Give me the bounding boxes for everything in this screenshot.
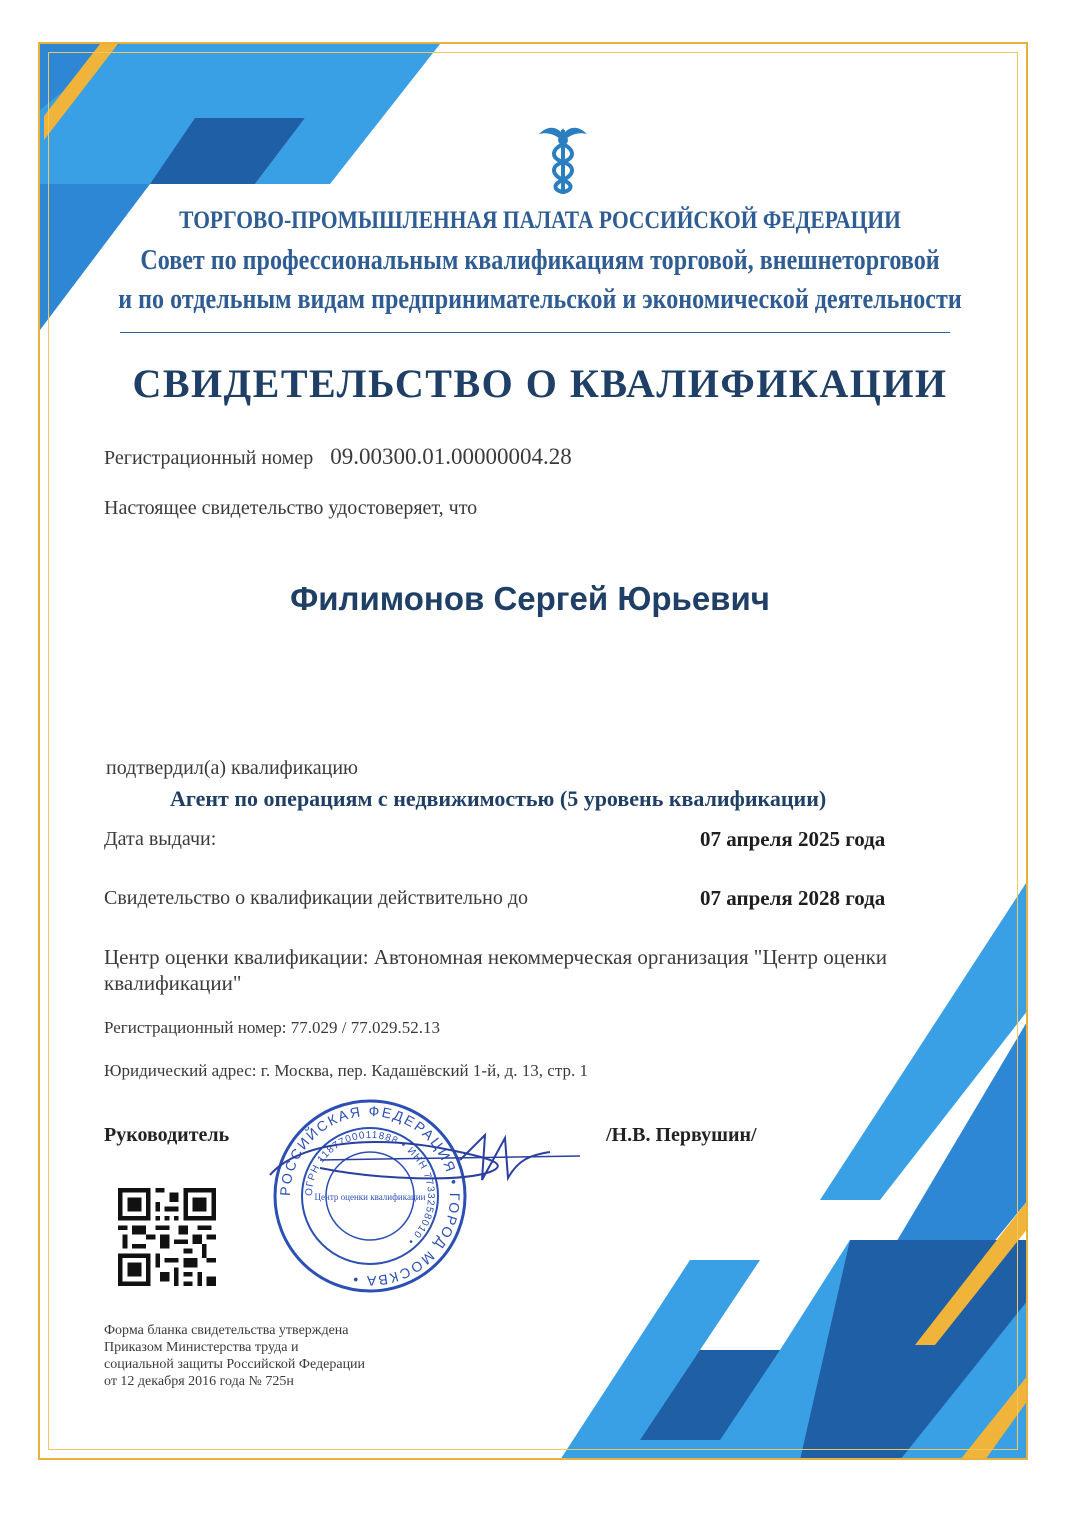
center-registration: Регистрационный номер: 77.029 / 77.029.52.13 (104, 1018, 441, 1037)
registration-label: Регистрационный номер (104, 447, 314, 469)
holder-name: Филимонов Сергей Юрьевич (290, 580, 770, 617)
seal-inner-text: ОГРН 1187700011888 • ИНН 7733258010 • (303, 1129, 437, 1247)
caduceus-emblem-icon (535, 120, 591, 196)
signature-role: Руководитель (104, 1124, 230, 1146)
header-divider (120, 332, 950, 333)
legal-address: Юридический адрес: г. Москва, пер. Кадашёвский 1-й, д. 13, стр. 1 (104, 1061, 588, 1080)
seal-center-text: Центр оценки квалификации (314, 1192, 426, 1202)
footnote-line: Форма бланка свидетельства утверждена (104, 1323, 349, 1338)
certificate-title: СВИДЕТЕЛЬСТВО О КВАЛИФИКАЦИИ (132, 361, 948, 406)
signer-name: /Н.В. Первушин/ (606, 1124, 757, 1146)
seal-outer-text: РОССИЙСКАЯ ФЕДЕРАЦИЯ • ГОРОД МОСКВА • (276, 1102, 464, 1290)
qr-code-icon (118, 1188, 216, 1286)
confirmed-text: подтвердил(а) квалификацию (106, 757, 358, 779)
footnote-line: от 12 декабря 2016 года № 725н (104, 1374, 294, 1389)
registration-number: 09.00300.01.00000004.28 (330, 444, 572, 469)
footnote-line: Приказом Министерства труда и (104, 1340, 299, 1355)
handwritten-signature (260, 1120, 580, 1200)
issue-date-label: Дата выдачи: (104, 828, 217, 850)
chamber-heading: ТОРГОВО-ПРОМЫШЛЕННАЯ ПАЛАТА РОССИЙСКОЙ ФЕДЕРАЦИИ (179, 207, 901, 234)
registration-row (104, 444, 572, 470)
valid-until-value: 07 апреля 2028 года (700, 886, 886, 910)
council-heading-line2: и по отдельным видам предпринимательской и экономической деятельности (118, 284, 962, 315)
footnote-line: социальной защиты Российской Федерации (104, 1357, 366, 1372)
footnote (104, 1322, 484, 1390)
attest-text: Настоящее свидетельство удостоверяет, что (104, 497, 478, 519)
assessment-center: Центр оценки квалификации: Автономная некоммерческая организация "Центр оценки квалификации" (104, 945, 888, 995)
council-heading-line1: Совет по профессиональным квалификациям торговой, внешнеторговой (140, 245, 940, 276)
qualification-title: Агент по операциям с недвижимостью (5 уровень квалификации) (170, 786, 827, 811)
valid-until-label: Свидетельство о квалификации действительно до (104, 887, 528, 909)
issue-date-value: 07 апреля 2025 года (700, 827, 886, 851)
